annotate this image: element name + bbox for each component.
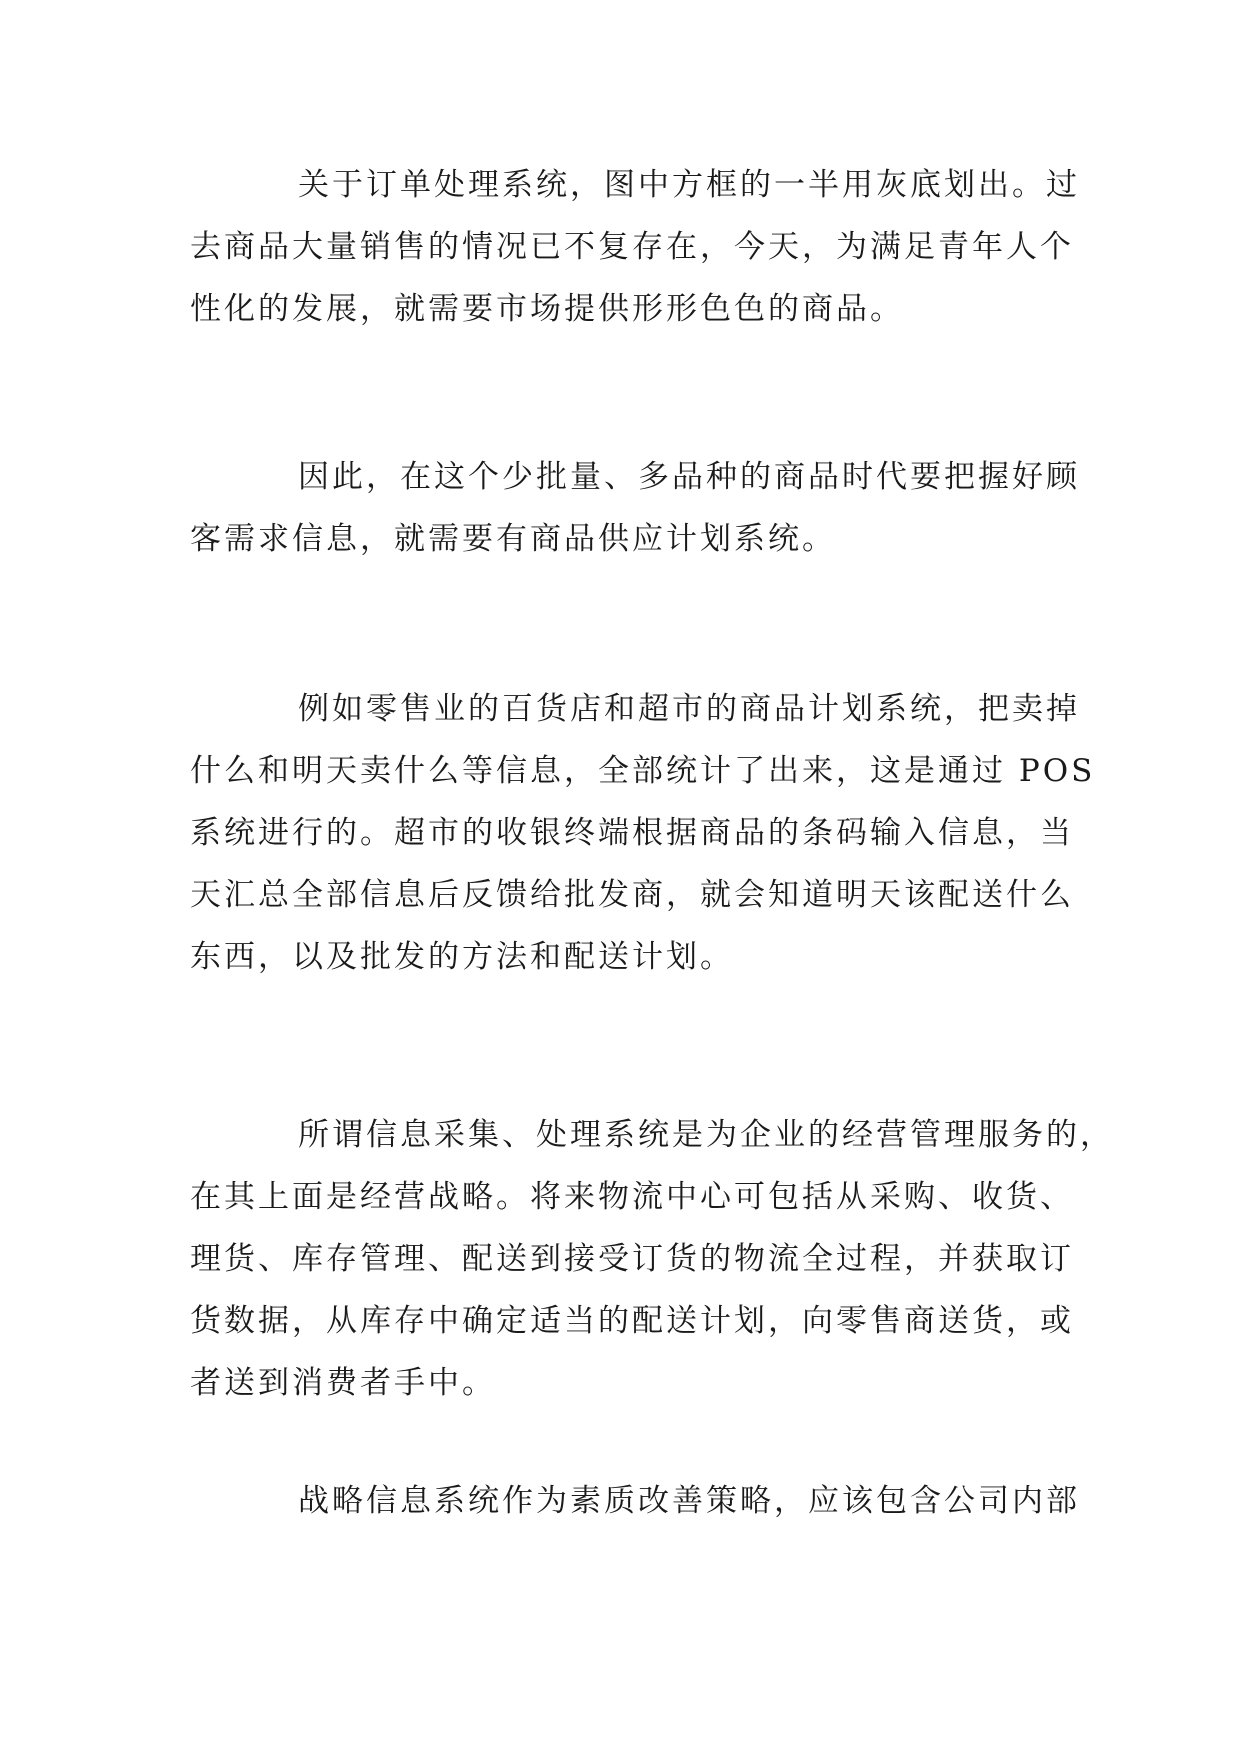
- paragraph-retail-example: [190, 678, 1096, 988]
- paragraph-line: 因此，在这个少批量、多品种的商品时代要把握好顾: [298, 459, 1080, 495]
- paragraph-line: 性化的发展，就需要市场提供形形色色的商品。: [190, 291, 904, 327]
- paragraph-line: 客需求信息，就需要有商品供应计划系统。: [190, 521, 836, 557]
- paragraph-supply-plan: [190, 446, 1080, 570]
- paragraph-line: 所谓信息采集、处理系统是为企业的经营管理服务的，: [298, 1117, 1114, 1153]
- paragraph-line: 什么和明天卖什么等信息，全部统计了出来，这是通过 POS: [190, 753, 1096, 789]
- paragraph-line: 关于订单处理系统，图中方框的一半用灰底划出。过: [298, 167, 1080, 203]
- paragraph-line: 在其上面是经营战略。将来物流中心可包括从采购、收货、: [190, 1179, 1074, 1215]
- paragraph-line: 者送到消费者手中。: [190, 1365, 496, 1401]
- paragraph-line: 天汇总全部信息后反馈给批发商，就会知道明天该配送什么: [190, 877, 1074, 913]
- paragraph-strategic-system: [190, 1470, 1080, 1532]
- paragraph-line: 去商品大量销售的情况已不复存在，今天，为满足青年人个: [190, 229, 1074, 265]
- paragraph-information-system: [190, 1104, 1114, 1414]
- paragraph-line: 例如零售业的百货店和超市的商品计划系统，把卖掉: [298, 691, 1080, 727]
- paragraph-line: 战略信息系统作为素质改善策略，应该包含公司内部: [298, 1483, 1080, 1519]
- paragraph-line: 理货、库存管理、配送到接受订货的物流全过程，并获取订: [190, 1241, 1074, 1277]
- paragraph-line: 东西，以及批发的方法和配送计划。: [190, 939, 734, 975]
- paragraph-order-processing: [190, 154, 1080, 340]
- paragraph-line: 货数据，从库存中确定适当的配送计划，向零售商送货，或: [190, 1303, 1074, 1339]
- paragraph-line: 系统进行的。超市的收银终端根据商品的条码输入信息，当: [190, 815, 1074, 851]
